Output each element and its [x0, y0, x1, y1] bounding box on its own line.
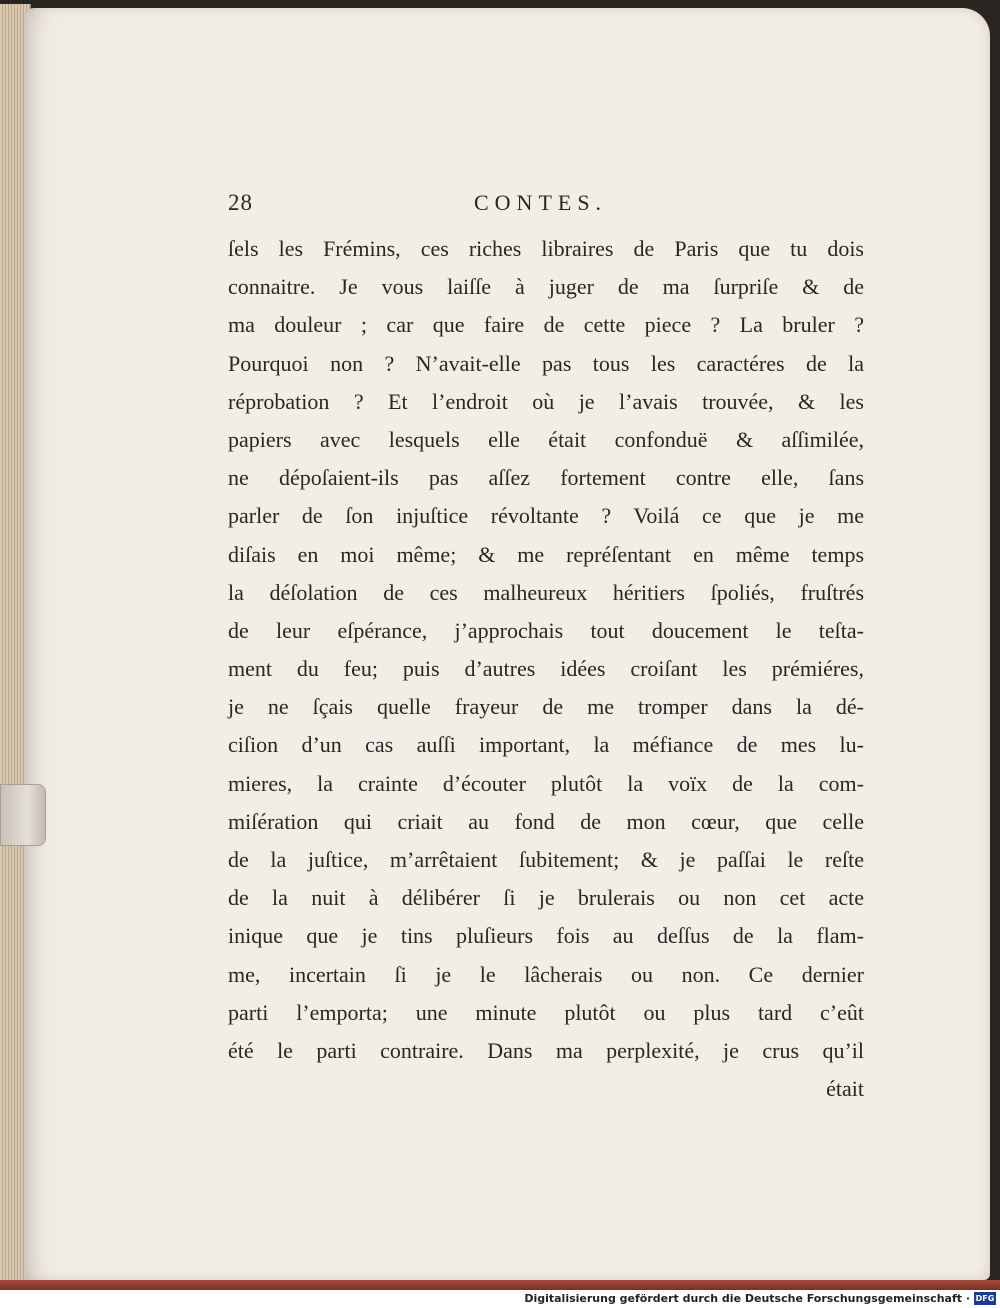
- catchword: était: [826, 1076, 864, 1102]
- text-line: parler de ſon injuſtice révoltante ? Voilá ce que je me: [228, 503, 864, 529]
- text-line: ciſion d’un cas auſſi important, la méfiance de mes lu-: [228, 732, 864, 758]
- text-line: ma douleur ; car que faire de cette piece ? La bruler ?: [228, 312, 864, 338]
- text-line: connaitre. Je vous laiſſe à juger de ma ſurpriſe & de: [228, 274, 864, 300]
- text-line: réprobation ? Et l’endroit où je l’avais trouvée, & les: [228, 388, 864, 414]
- text-line: ne dépoſaient-ils pas aſſez fortement contre elle, ſans: [228, 465, 864, 491]
- page-number: 28: [228, 190, 253, 215]
- text-line: ſels les Frémins, ces riches libraires de Paris que tu dois: [228, 236, 864, 261]
- text-line: de la nuit à délibérer ſi je brulerais ou non cet acte: [228, 885, 864, 911]
- text-line: de leur eſpérance, j’approchais tout doucement le teſta-: [228, 617, 864, 643]
- text-line: mieres, la crainte d’écouter plutôt la voïx de la com-: [228, 770, 864, 796]
- text-line: papiers avec lesquels elle était confonduë & aſſimilée,: [228, 426, 864, 452]
- body-text: [228, 230, 864, 1108]
- text-line: la déſolation de ces malheureux héritiers ſpoliés, fruſtrés: [228, 579, 864, 605]
- text-line: de la juſtice, m’arrêtaient ſubitement; & je paſſai le reſte: [228, 847, 864, 872]
- running-title: CONTES.: [474, 190, 608, 215]
- text-line: inique que je tins pluſieurs fois au deſſus de la flam-: [228, 923, 864, 949]
- dfg-logo: DFG: [975, 1294, 995, 1303]
- footer-credit-text: Digitalisierung gefördert durch die Deutsche Forschungsgemeinschaft ·: [524, 1292, 970, 1305]
- footer-credit-bar: [0, 1290, 1000, 1308]
- text-line: je ne ſçais quelle frayeur de me tromper dans la dé-: [228, 694, 864, 720]
- running-head: [228, 190, 864, 224]
- text-line: Pourquoi non ? N’avait-elle pas tous les caractéres de la: [228, 350, 864, 376]
- text-line: parti l’emporta; une minute plutôt ou plus tard c’eût: [228, 999, 864, 1025]
- page-clip: [0, 784, 46, 846]
- book-edge-band: [0, 1280, 1000, 1290]
- text-line: miſération qui criait au fond de mon cœur, que celle: [228, 808, 864, 834]
- text-line: diſais en moi même; & me repréſentant en même temps: [228, 541, 864, 567]
- text-line: été le parti contraire. Dans ma perplexité, je crus qu’il: [228, 1037, 864, 1063]
- text-line: me, incertain ſi je le lâcherais ou non. Ce dernier: [228, 961, 864, 987]
- text-line: ment du feu; puis d’autres idées croiſant les prémiéres,: [228, 656, 864, 682]
